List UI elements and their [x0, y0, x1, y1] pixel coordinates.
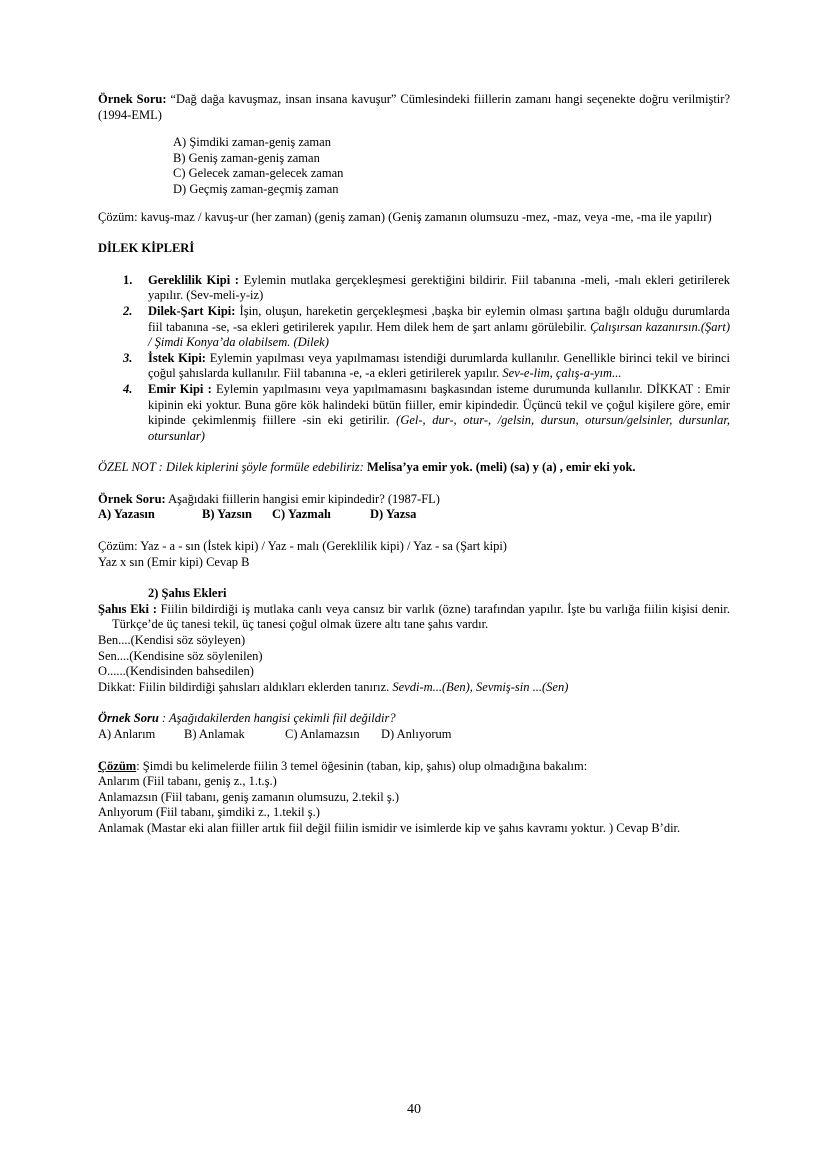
sahis-eki-definition	[98, 602, 730, 633]
question-3-solution-intro	[98, 759, 730, 775]
special-note-label: ÖZEL NOT : Dilek kiplerini şöyle formüle edebiliriz:	[98, 460, 364, 475]
question-2-solution-line-2: Yaz x sın (Emir kipi) Cevap B	[98, 554, 250, 569]
question-1	[98, 92, 730, 123]
list-item-number: 3.	[123, 350, 133, 365]
option: C) Anlamazsın	[285, 727, 360, 741]
list-item	[98, 351, 730, 382]
question-3	[98, 711, 730, 727]
list-item-text: Eylemin mutlaka gerçekleşmesi gerektiğini bildirir. Fiil tabanına -meli, -malı ekleri getirilerek yapılır. (Sev-meli-y-iz)	[148, 272, 730, 303]
list-item-example: Sev-e-lim, çalış-a-yım...	[502, 366, 622, 381]
question-2-label: Örnek Soru:	[98, 491, 166, 506]
list-item-heading: İstek Kipi:	[148, 350, 206, 365]
question-1-options	[173, 135, 730, 197]
question-2-solution-line-1: Çözüm: Yaz - a - sın (İstek kipi) / Yaz - malı (Gereklilik kipi) / Yaz - sa (Şart kipi)	[98, 539, 507, 554]
list-item	[98, 304, 730, 351]
question-3-options	[98, 727, 730, 743]
pronoun-line: Ben....(Kendisi söz söyleyen)	[98, 633, 246, 648]
option: C) Yazmalı	[272, 507, 331, 522]
list-item-number: 4.	[123, 381, 133, 396]
pronoun-line: O......(Kendisinden bahsedilen)	[98, 664, 254, 679]
list-item-heading: Emir Kipi :	[148, 381, 212, 396]
option: C) Gelecek zaman-gelecek zaman	[173, 166, 344, 181]
section-heading-sahis-ekleri: 2) Şahıs Ekleri	[148, 586, 227, 601]
question-3-label: Örnek Soru	[98, 711, 159, 726]
list-item-heading: Dilek-Şart Kipi:	[148, 303, 236, 318]
solution-line: Anlarım (Fiil tabanı, geniş z., 1.t.ş.)	[98, 774, 277, 789]
dilek-kipleri-list	[98, 273, 730, 445]
solution-line: Anlamazsın (Fiil tabanı, geniş zamanın olumsuzu, 2.tekil ş.)	[98, 789, 399, 804]
question-2	[98, 492, 730, 508]
document-page	[98, 92, 730, 837]
pronoun-line: Sen....(Kendisine söz söylenilen)	[98, 648, 263, 663]
question-2-options	[98, 507, 730, 523]
option: A) Yazasın	[98, 507, 155, 522]
list-item	[98, 382, 730, 444]
option: B) Yazsın	[202, 507, 252, 522]
list-item-text: İşin, oluşun, hareketin gerçekleşmesi ,başka bir eylemin olması şartına bağlı olduğu durumlarda fiil tabanına -se, -sa ekleri getirilerek yapılır. Hem dilek hem de şart anlamı görülebilir.	[148, 303, 730, 334]
option: B) Anlamak	[184, 727, 245, 741]
option: A) Şimdiki zaman-geniş zaman	[173, 135, 331, 150]
option: D) Anlıyorum	[381, 727, 452, 741]
list-item-example: (Gel-, dur-, otur-, /gelsin, dursun, otursun/gelsinler, dursunlar, otursunlar)	[148, 413, 730, 443]
special-note-formula: Melisa’ya emir yok. (meli) (sa) y (a) , emir eki yok.	[363, 460, 636, 475]
question-3-text: : Aşağıdakilerden hangisi çekimli fiil değildir?	[158, 711, 396, 726]
section-heading-dilek-kipleri: DİLEK KİPLERİ	[98, 241, 195, 256]
option: D) Geçmiş zaman-geçmiş zaman	[173, 181, 339, 196]
list-item	[98, 273, 730, 304]
option: A) Anlarım	[98, 727, 156, 741]
sahis-eki-label: Şahıs Eki :	[98, 601, 157, 616]
option: B) Geniş zaman-geniş zaman	[173, 150, 320, 165]
dikkat-example: Sevdi-m...(Ben), Sevmiş-sin ...(Sen)	[392, 679, 569, 694]
option: D) Yazsa	[370, 507, 417, 522]
list-item-text: Eylemin yapılması veya yapılmaması istendiği durumlarda kullanılır. Genellikle birinci tekil ve birinci çoğul şahıslarda kullanılır. Fiil tabanına -e, -a ekleri getirilerek yapılır.	[148, 350, 730, 381]
list-item-example: Çalışırsan kazanırsın.(Şart) / Şimdi Konya’da olabilsem. (Dilek)	[148, 319, 730, 350]
page-number: 40	[407, 1102, 421, 1117]
list-item-heading: Gereklilik Kipi :	[148, 272, 239, 287]
question-2-text: Aşağıdaki fiillerin hangisi emir kipindedir? (1987-FL)	[165, 491, 440, 506]
question-3-solution-label: Çözüm	[98, 758, 137, 773]
list-item-text: Eylemin yapılmasını veya yapılmamasını başkasından isteme durumunda kullanılır. DİKKAT : Emir kipinin eki yoktur. Buna göre kök halindeki bütün fiiller, emir kipindedir. Üçüncü tekil ve çoğul kişilere göre, emir kipinde çekimlenmiş fiillere -sin eki getirilir.	[148, 381, 730, 428]
question-1-text: “Dağ dağa kavuşmaz, insan insana kavuşur” Cümlesindeki fiillerin zamanı hangi seçenekte doğru verilmiştir? (1994-EML)	[98, 92, 730, 122]
dikkat-note	[98, 680, 730, 696]
solution-line: Anlıyorum (Fiil tabanı, şimdiki z., 1.tekil ş.)	[98, 805, 320, 820]
list-item-number: 2.	[123, 303, 133, 318]
question-3-solution-intro-text: : Şimdi bu kelimelerde fiilin 3 temel öğesinin (taban, kip, şahıs) olup olmadığına bakalım:	[136, 758, 588, 773]
question-1-solution: Çözüm: kavuş-maz / kavuş-ur (her zaman) (geniş zaman) (Geniş zamanın olumsuzu -mez, -maz, veya -me, -ma ile yapılır)	[98, 209, 712, 224]
list-item-number: 1.	[123, 272, 133, 287]
question-1-label: Örnek Soru:	[98, 92, 167, 106]
dikkat-text: Dikkat: Fiilin bildirdiği şahısları aldıkları eklerden tanırız.	[98, 679, 393, 694]
special-note	[98, 460, 730, 476]
solution-line-final: Anlamak (Mastar eki alan fiiller artık fiil değil fiilin ismidir ve isimlerde kip ve şahıs kavramı yoktur. ) Cevap B’dir.	[98, 820, 681, 835]
sahis-eki-text: Fiilin bildirdiği iş mutlaka canlı veya cansız bir varlık (özne) tarafından yapılır. İşte bu varlığa fiilin kişisi denir. Türkçe’de üç tanesi tekil, üç tanesi çoğul olmak üzere altı tane şahıs vardır.	[112, 601, 730, 632]
